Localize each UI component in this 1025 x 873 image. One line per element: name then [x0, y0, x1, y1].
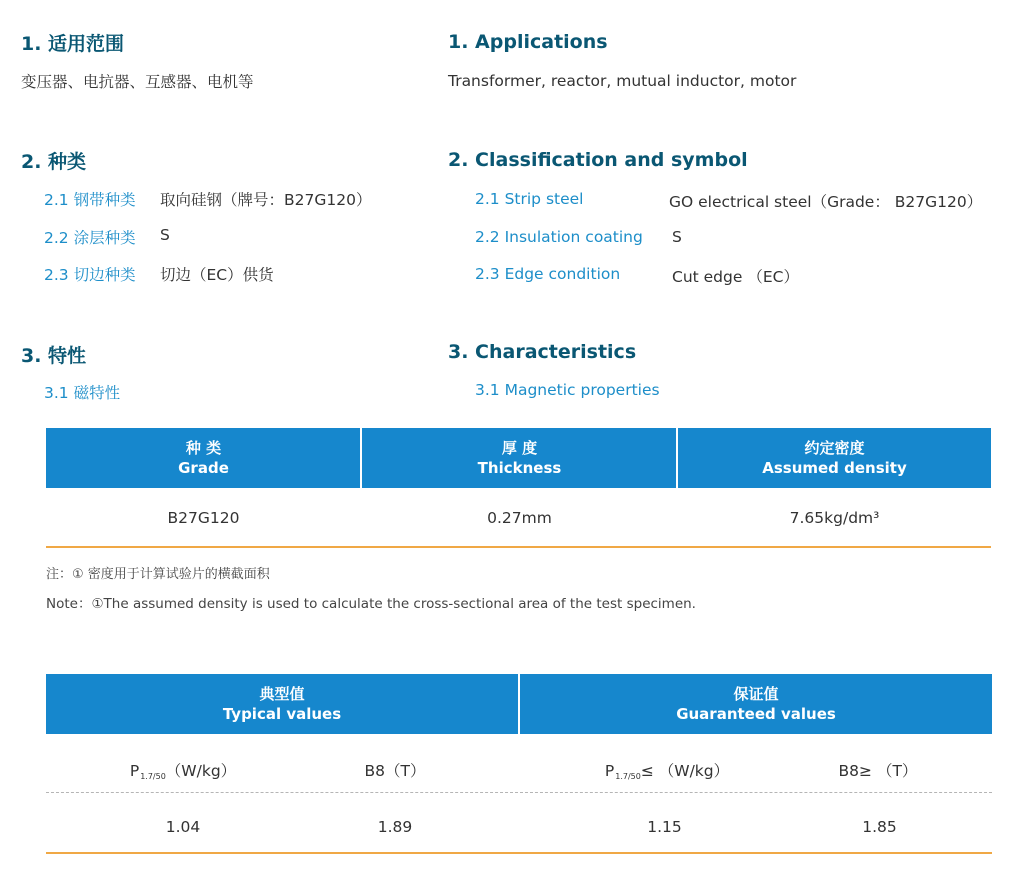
- strip-steel-label-en: 2.1 Strip steel: [475, 190, 584, 208]
- note-en: Note：①The assumed density is used to calculate the cross-sectional area of the test specimen.: [46, 596, 696, 612]
- guaranteed-b8-value: 1.85: [862, 818, 897, 836]
- table-2-bottom-rule: [46, 852, 992, 854]
- section-1-title-zh: 1. 适用范围: [21, 33, 125, 55]
- note-zh: 注：① 密度用于计算试验片的横截面积: [46, 567, 270, 582]
- strip-steel-value-zh: 取向硅钢（牌号：B27G120）: [160, 191, 372, 209]
- thickness-header-zh: 厚 度: [501, 439, 538, 457]
- edge-label-zh: 2.3 切边种类: [44, 266, 136, 284]
- section-1-title-en: 1. Applications: [448, 31, 608, 53]
- density-cell: 7.65kg/dm³: [789, 509, 880, 527]
- grade-cell: B27G120: [167, 509, 240, 527]
- edge-label-en: 2.3 Edge condition: [475, 265, 621, 283]
- coating-value-en: S: [672, 228, 682, 246]
- values-table-header: [46, 674, 992, 734]
- typical-b8-subheader: B8（T）: [364, 762, 426, 780]
- section-3-title-en: 3. Characteristics: [448, 341, 637, 363]
- density-header-en: Assumed density: [762, 459, 907, 477]
- density-header-zh: 约定密度: [804, 439, 865, 457]
- grade-table-header: [46, 428, 991, 488]
- strip-steel-label-zh: 2.1 钢带种类: [44, 191, 136, 209]
- table-2-divider: [46, 792, 992, 793]
- section-2-title-zh: 2. 种类: [21, 151, 87, 173]
- strip-steel-value-en: GO electrical steel（Grade： B27G120）: [669, 193, 983, 211]
- section-2-title-en: 2. Classification and symbol: [448, 149, 748, 171]
- thickness-header: [362, 438, 677, 478]
- edge-value-zh: 切边（EC）供货: [160, 266, 274, 284]
- guaranteed-header: [520, 684, 992, 724]
- coating-value-zh: S: [160, 226, 170, 244]
- guaranteed-header-en: Guaranteed values: [676, 705, 836, 723]
- typical-loss-value: 1.04: [165, 818, 201, 836]
- grade-header-en: Grade: [178, 459, 229, 477]
- magnetic-subtitle-zh: 3.1 磁特性: [44, 384, 121, 402]
- guaranteed-header-zh: 保证值: [733, 685, 779, 703]
- guaranteed-loss-value: 1.15: [647, 818, 682, 836]
- section-1-body-en: Transformer, reactor, mutual inductor, motor: [448, 72, 797, 90]
- grade-header-zh: 种 类: [185, 439, 222, 457]
- typical-header-zh: 典型值: [259, 685, 305, 703]
- table-1-bottom-rule: [46, 546, 991, 548]
- typical-header: [46, 684, 518, 724]
- typical-header-en: Typical values: [222, 705, 342, 723]
- guaranteed-b8-subheader: B8≥ （T）: [838, 762, 918, 780]
- edge-value-en: Cut edge （EC）: [672, 268, 799, 286]
- grade-header: [46, 438, 361, 478]
- coating-label-en: 2.2 Insulation coating: [475, 228, 643, 246]
- coating-label-zh: 2.2 涂层种类: [44, 229, 136, 247]
- thickness-cell: 0.27mm: [487, 509, 552, 527]
- thickness-header-en: Thickness: [477, 459, 562, 477]
- magnetic-subtitle-en: 3.1 Magnetic properties: [475, 381, 660, 399]
- section-3-title-zh: 3. 特性: [21, 345, 87, 367]
- typical-b8-value: 1.89: [377, 818, 413, 836]
- density-header: [678, 438, 991, 478]
- guaranteed-loss-subheader: $P_{1.7/50}\le (W/kg)$: [604, 762, 730, 781]
- section-1-body-zh: 变压器、电抗器、互感器、电机等: [21, 73, 254, 91]
- typical-loss-subheader: $P_{1.7/50}(W/kg)$: [129, 762, 237, 781]
